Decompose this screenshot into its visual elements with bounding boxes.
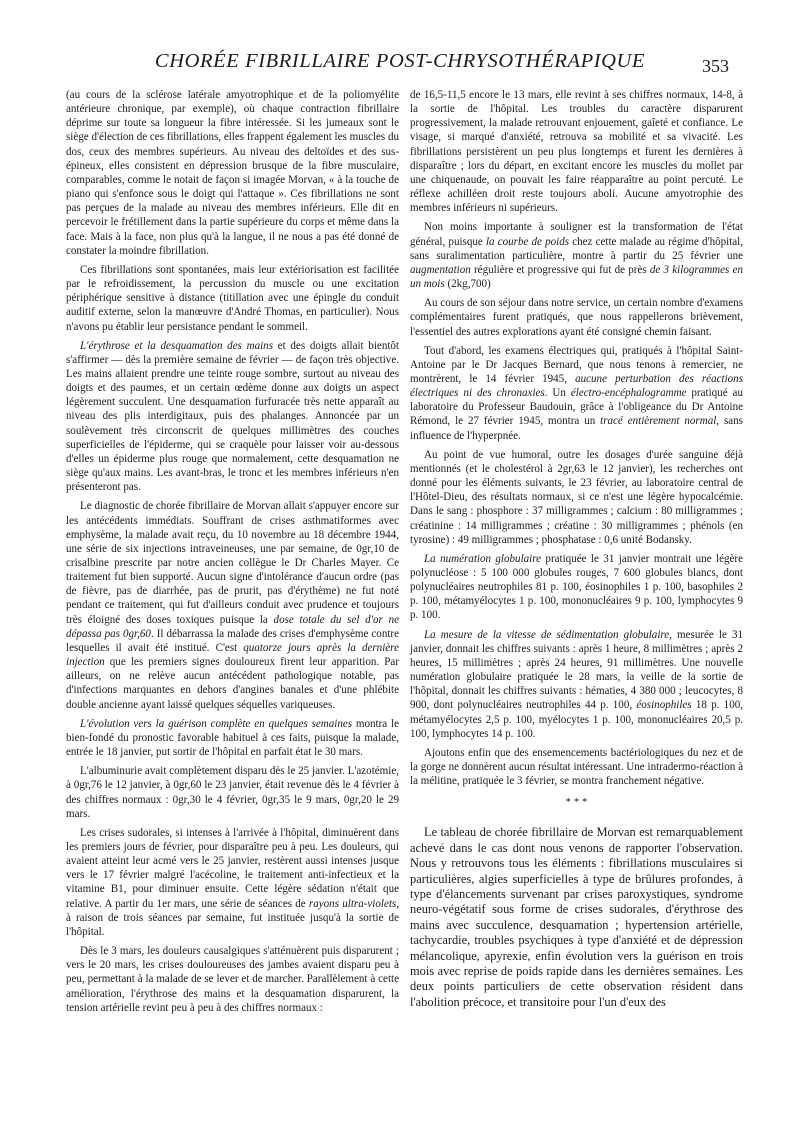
italic-run: rayons ultra-violets xyxy=(308,897,397,910)
text-run: 18 p. 100, métamyélocytes 2,5 p. 100, myélocytes 1 p. 100, mononucléaires 20,5 p. 100, lymphocytes 14 p. 100. xyxy=(410,699,744,740)
italic-run: la courbe de poids xyxy=(485,235,570,248)
text-run: , sans influence de l'hyperpnée. xyxy=(410,415,743,442)
text-run: . Il débarrassa la malade des crises d'emphysème contre lesquelles il avait été institué. C'est xyxy=(66,627,399,654)
italic-run: L'érythrose et la desquamation des mains xyxy=(80,339,274,352)
right-column-body xyxy=(410,88,743,788)
text-run: que les premiers signes douloureux firent leur apparition. Par ailleurs, on ne relève aucun antécédent pathologique notable, pas d'infections marquantes en dehors d'angines banales et d'une phlébite double ancienne ayant laissé quelques séquelles variqueuses. xyxy=(66,656,399,711)
italic-run: tracé entièrement normal xyxy=(600,415,717,428)
paragraph xyxy=(410,552,743,623)
text-run: Le tableau de chorée fibrillaire de Morvan est remarquablement achevé dans le cas dont nous venons de rapporter l'observation. Nous y retrouvons tous les éléments : fibrillations musculaires si particulières, algies superficielles à type de brûlures profondes, à type d'élancements survenant par crises paroxystiques, syndrome neuro-végétatif sous forme de crises sudorales, d'érythrose des mains avec succulence, desquamation ; hypertension artérielle, tachycardie, troubles psychiques à type d'anxiété et de dépression mélancolique, apyrexie, enfin évolution vers la guérison en trois mois avec reprise de poids rapide dans les dernières semaines. Les deux points particuliers de cette observation résident dans l'abolition précoce, et transitoire pour l'un d'eux des xyxy=(410,825,743,1009)
text-run: , mesurée le 31 janvier, donnait les chiffres suivants : après 1 heure, 8 millimètres ; après 2 heures, 15 millimètres ; après 24 heures, 91 millimètres. Une nouvelle numération globulaire pratiquée le 28 mars, la veille de la sortie de l'hôpital, donnait les chiffres suivants : hématies, 4 380 000 ; leucocytes, 8 900, dont polynucléaires neutrophiles 44 p. 100, xyxy=(410,628,743,712)
text-run: Tout d'abord, les examens électriques qui, pratiqués à l'hôpital Saint-Antoine par le Dr Jacques Bernard, que nous tenons à remercier, ne montrèrent, le 14 février 1945, xyxy=(410,344,743,385)
paragraph xyxy=(410,344,743,443)
italic-run: La mesure de la vitesse de sédimentation globulaire xyxy=(424,628,670,641)
paragraph xyxy=(410,746,743,788)
paragraph xyxy=(66,764,399,821)
text-run: Les crises sudorales, si intenses à l'arrivée à l'hôpital, diminuèrent dans les premiers jours de février, pour disparaître peu à peu. Les douleurs, qui avaient atteint leur acmé vers le 25 janvier, restèrent aussi intenses jusque vers le 17 février malgré l'acécoline, le traitement anti-infectieux et la vitamine B1, pour diminuer ensuite. Cette légère sédation n'était que relative. A partir du 1er mars, une série de séances de xyxy=(66,826,399,910)
paragraph xyxy=(410,88,743,215)
paragraph xyxy=(410,296,743,338)
paragraph xyxy=(410,825,743,1010)
separator-glyphs: * * * xyxy=(565,796,588,809)
paragraph xyxy=(66,826,399,939)
paragraph xyxy=(410,448,743,547)
text-run: de 16,5-11,5 encore le 13 mars, elle revint à ses chiffres normaux, 14-8, à la sortie de l'hôpital. Les troubles du caractère disparurent progressivement, la malade retrouvant enjouement, gaîeté et confiance. Le visage, si marqué d'anxiété, retrouva sa mobilité et sa vivacité. Les fibrillations persistèrent un peu plus longtemps et furent les dernières à disparaître ; lors du départ, en excitant encore les muscles du mollet par une chiquenaude, on pouvait les faire réapparaître au point percuté. Le réflexe achilléen droit reste toujours aboli. Aucune amyotrophie des membres inférieurs ni supérieurs. xyxy=(410,89,743,215)
italic-run: La numération globulaire xyxy=(424,552,542,565)
italic-run: dose totale du sel d'or ne dépassa pas 0gr,60 xyxy=(66,613,400,640)
paragraph xyxy=(410,628,743,741)
text-run: . Un xyxy=(544,387,571,400)
text-run: Au cours de son séjour dans notre service, un certain nombre d'examens complémentaires furent pratiqués, que nous rappellerons brièvement, l'essentiel des autres explorations ayant été consigné chemin faisant. xyxy=(410,297,743,338)
text-run: et des doigts allait bientôt s'affirmer — dès la première semaine de février — de façon très objective. Les mains allaient prendre une teinte rouge sombre, surtout au niveau des doigts et des paumes, et un certain œdème donne aux doigts un aspect légèrement succulent. Une desquamation furfuracée très nette apparaît au niveau des plis interdigitaux, puis des phalanges. Annoncée par un soulèvement très circonscrit de quelques millimètres des couches superficielles de l'épiderme, qui se craquèle pour laisser voir au-dessous d'elles un épiderme plus rouge que normalement, cette desquamation ne siège qu'aux mains. Les avant-bras, le tronc et les membres inférieurs n'en présenteront pas. xyxy=(66,339,400,494)
text-run: Dès le 3 mars, les douleurs causalgiques s'atténuèrent puis disparurent ; vers le 20 mars, les crises douloureuses des jambes avaient disparu peu à peu, permettant à la malade de se lever et de marcher. Parallèlement à cette amélioration, l'érythrose des mains et la desquamation disparurent, la tension artérielle revint peu à peu à des chiffres normaux : xyxy=(66,945,399,1014)
italic-run: éosinophiles xyxy=(636,699,692,712)
paragraph xyxy=(410,220,743,291)
right-column xyxy=(410,88,743,1015)
paragraph xyxy=(66,717,399,759)
text-run: (au cours de la sclérose latérale amyotrophique et de la poliomyélite antérieure chronique, par exemple), où chaque contraction fibrillaire déprime sur toute sa longueur la fibre intéressée. Si les jumeaux sont le siège d'élection de ces fibrillations, elles frappent également les muscles du dos, ceux des membres supérieurs. Au niveau des deltoïdes et des sus-épineux, elles consistent en dépression brusque de la fibre musculaire, comparables, comme le notait de façon si imagée Morvan, « à la touche de piano qui s'enfonce sous le doigt qui l'attaque ». Ces fibrillations ne sont pas perçues de la malade au niveau des membres inférieurs. Elle dit en percevoir le frétillement dans la partie supérieure du corps et même dans la face. Mais à la face, non plus qu'à la langue, il ne nous a pas été donné de constater la moindre fibrillation. xyxy=(66,89,399,257)
running-header: CHORÉE FIBRILLAIRE POST-CHRYSOTHÉRAPIQUE xyxy=(154,50,646,72)
text-run: , à raison de trois séances par semaine, fut instituée jusqu'à la sortie de l'hôpital. xyxy=(66,897,399,938)
page-number: 353 xyxy=(702,56,729,76)
italic-run: aucune perturbation des réactions électriques ni des chronaxies xyxy=(410,372,743,400)
paragraph xyxy=(66,263,399,334)
text-run: chez cette malade au régime d'hôpital, sans suralimentation particulière, montre à partir du 25 février une xyxy=(410,235,744,262)
paragraph xyxy=(66,944,399,1015)
italic-run: électro-encéphalogramme xyxy=(570,387,687,400)
italic-run: augmentation xyxy=(410,263,471,276)
italic-run: L'évolution vers la guérison complète en quelques semaines xyxy=(80,717,353,730)
text-run: Ces fibrillations sont spontanées, mais leur extériorisation est facilitée par le refroidissement, la percussion du muscle ou une excitation périphérique sensitive à distance (titillation avec une épingle du conduit auditif externe, selon la manœuvre d'André Thomas, en particulier). Nous n'avons pu établir leur persistance pendant le sommeil. xyxy=(66,263,399,333)
text-run: Au point de vue humoral, outre les dosages d'urée sanguine déjà mentionnés (et le cholestérol à 2gr,63 le 12 janvier), les recherches ont donné pour les éléments suivants, le 23 février, au laboratoire central de l'Hôtel-Dieu, des résultats normaux, si ce n'est une légère hypocalcémie. Dans le sang : phosphore : 37 milligrammes ; calcium : 80 milligrammes ; créatinine : 14 milligrammes ; créatine : 30 milligrammes ; phénols (en tyrosine) : 49 milligrammes ; phosphatase : 0,6 unité Bodansky. xyxy=(410,448,743,546)
text-run: pratiquée le 31 janvier montrait une légère polynucléose : 5 100 000 globules rouges, 7 600 globules blancs, dont polynucléaires neutrophiles 81 p. 100, éosinophiles 1 p. 100, basophiles 2 p. 100, métamyélocytes 1 p. 100, mononucléaires 9 p. 100, lymphocytes 9 p. 100. xyxy=(410,552,743,622)
text-run: pratiqué au laboratoire du Professeur Baudouin, grâce à l'obligeance du Dr Antoine Rémond, le 27 février 1945, montra un xyxy=(410,387,743,428)
text-run: Non moins importante à souligner est la transformation de l'état général, puisque xyxy=(410,221,743,248)
text-run: (2kg,700) xyxy=(444,278,491,291)
section-separator xyxy=(410,798,743,807)
paragraph xyxy=(66,339,399,495)
left-column xyxy=(66,88,399,1020)
text-run: L'albuminurie avait complètement disparu dès le 25 janvier. L'azotémie, à 0gr,76 le 12 janvier, à 0gr,60 le 23 janvier, était revenue dès le 4 février à des chiffres normaux : 0gr,30 le 4 février, 0gr,35 le 9 mars, 0gr,20 le 29 mars. xyxy=(66,765,399,820)
text-run: Le diagnostic de chorée fibrillaire de Morvan allait s'appuyer encore sur les antécédents immédiats. Souffrant de crises asthmatiformes avec emphysème, la malade avait reçu, du 10 novembre au 18 décembre 1944, une série de six injections intraveineuses, une par semaine, de 0gr,10 de crisalbine prescrite par notre ancien collègue le Dr Charles Mayer. Ce traitement fut bien supporté. Aucun signe d'intolérance d'aucun ordre (pas de fièvre, pas de diarrhée, pas de prurit, pas d'érythème) ne fut noté pendant ce traitement, qui fut d'ailleurs conduit avec prudence et toujours très éloigné des doses toxiques puisque la xyxy=(66,500,399,626)
closing-section xyxy=(410,825,743,1010)
italic-run: de 3 kilogrammes en un mois xyxy=(410,263,743,291)
paragraph xyxy=(66,88,399,258)
text-run: montra le bien-fondé du pronostic favorable habituel à ces faits, puisque la malade, entrée le 18 janvier, put sortir de l'hôpital en parfait état le 30 mars. xyxy=(66,717,399,759)
italic-run: quatorze jours après la dernière injection xyxy=(66,641,399,669)
text-run: régulière et progressive qui fut de près xyxy=(470,263,650,276)
paragraph xyxy=(66,499,399,711)
text-run: Ajoutons enfin que des ensemencements bactériologiques du nez et de la gorge ne donnèrent aucun résultat intéressant. Une intradermo-réaction à la mélitine, pratiquée le 3 février, se montra franchement négative. xyxy=(410,746,743,788)
